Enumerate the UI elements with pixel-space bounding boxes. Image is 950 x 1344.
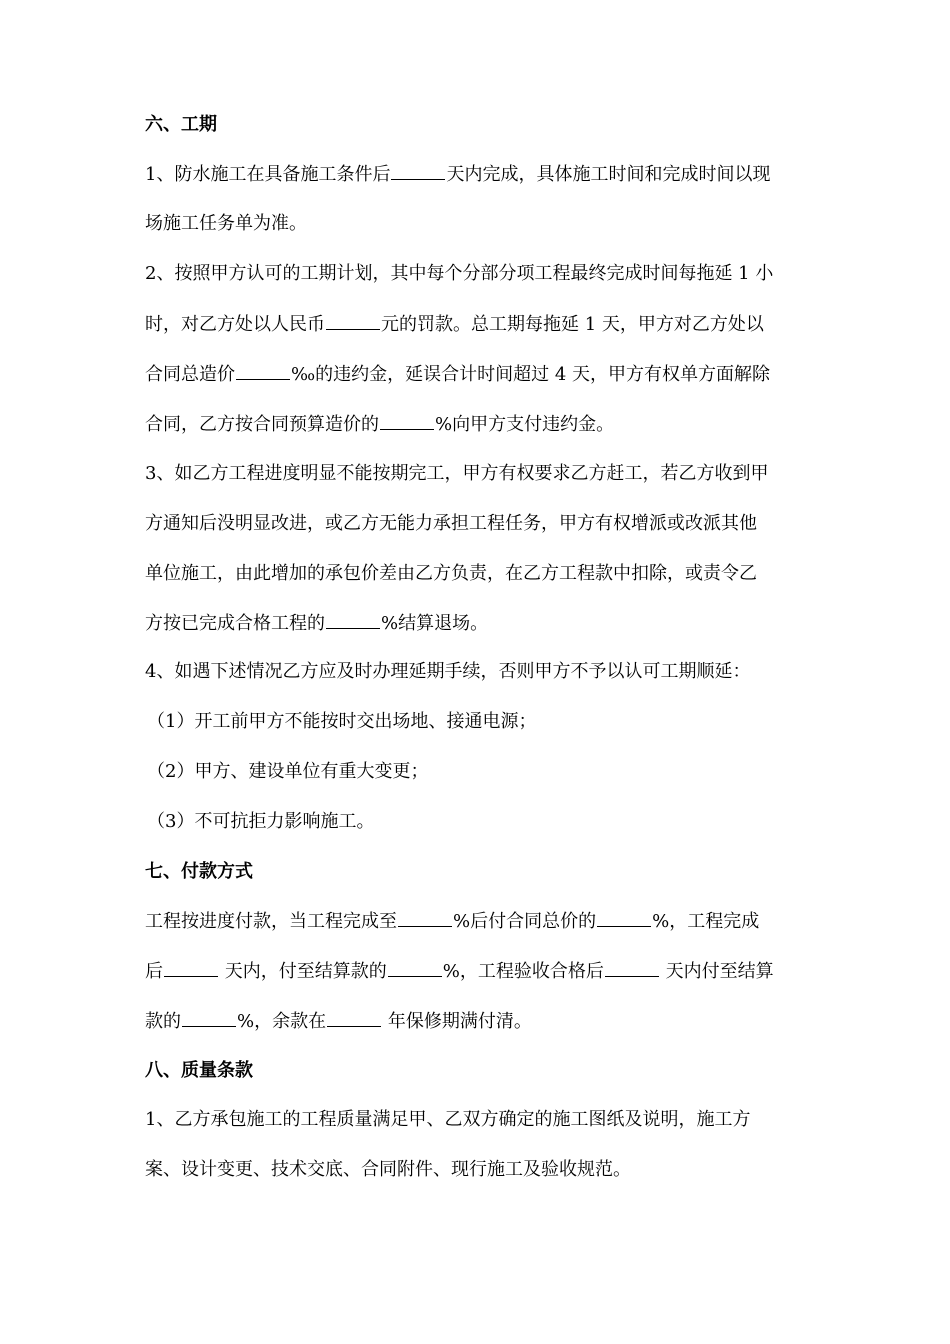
text-segment: %，工程完成 xyxy=(652,911,760,932)
section-heading-quality: 八、质量条款 xyxy=(145,1060,253,1081)
paragraph-line xyxy=(145,1158,631,1182)
text-segment: 后 xyxy=(145,961,163,982)
text-segment: 案、设计变更、技术交底、合同附件、现行施工及验收规范。 xyxy=(145,1159,631,1180)
text-segment: 天内付至结算 xyxy=(659,961,774,982)
paragraph-line xyxy=(145,909,759,934)
fill-blank xyxy=(326,611,380,629)
paragraph-line xyxy=(145,162,770,187)
text-segment: 元的罚款。总工期每拖延 1 天，甲方对乙方处以 xyxy=(381,314,764,335)
text-segment: %，余款在 xyxy=(237,1011,327,1032)
text-segment: 3、如乙方工程进度明显不能按期完工，甲方有权要求乙方赶工，若乙方收到甲 xyxy=(145,463,769,484)
text-segment: %结算退场。 xyxy=(381,613,489,634)
fill-blank xyxy=(391,162,445,180)
paragraph-line xyxy=(145,312,764,337)
text-segment: 单位施工，由此增加的承包价差由乙方负责，在乙方工程款中扣除，或责令乙 xyxy=(145,563,757,584)
list-item xyxy=(147,760,428,784)
paragraph-line xyxy=(145,959,774,984)
fill-blank xyxy=(164,959,218,977)
paragraph-line xyxy=(145,262,773,286)
text-segment: %后付合同总价的 xyxy=(453,911,597,932)
fill-blank xyxy=(398,909,452,927)
text-segment: 时，对乙方处以人民币 xyxy=(145,314,325,335)
text-segment: 年保修期满付清。 xyxy=(382,1011,532,1032)
fill-blank xyxy=(597,909,651,927)
paragraph-line xyxy=(145,512,757,536)
fill-blank xyxy=(327,1009,381,1027)
paragraph-line xyxy=(145,660,750,684)
list-item xyxy=(147,710,536,734)
text-segment: 方按已完成合格工程的 xyxy=(145,613,325,634)
text-segment: 合同，乙方按合同预算造价的 xyxy=(145,414,379,435)
text-segment: 2、按照甲方认可的工期计划，其中每个分部分项工程最终完成时间每拖延 1 小 xyxy=(145,263,774,284)
fill-blank xyxy=(182,1009,236,1027)
text-segment: 方通知后没明显改进，或乙方无能力承担工程任务，甲方有权增派或改派其他 xyxy=(145,513,757,534)
fill-blank xyxy=(326,312,380,330)
text-segment: 1、防水施工在具备施工条件后 xyxy=(145,164,391,185)
paragraph-line xyxy=(145,462,768,486)
text-segment: %，工程验收合格后 xyxy=(442,961,604,982)
fill-blank xyxy=(388,959,442,977)
section-heading-payment: 七、付款方式 xyxy=(145,861,253,882)
text-segment: 4、如遇下述情况乙方应及时办理延期手续，否则甲方不予以认可工期顺延： xyxy=(145,661,751,682)
paragraph-line xyxy=(145,1009,532,1034)
text-segment: ‰的违约金，延误合计时间超过 4 天，甲方有权单方面解除 xyxy=(291,364,771,385)
text-segment: 天内完成，具体施工时间和完成时间以现 xyxy=(446,164,771,185)
text-segment: 1、乙方承包施工的工程质量满足甲、乙双方确定的施工图纸及说明，施工方 xyxy=(145,1109,751,1130)
paragraph-line xyxy=(145,412,614,437)
text-segment: %向甲方支付违约金。 xyxy=(435,414,615,435)
text-segment: 款的 xyxy=(145,1011,181,1032)
list-item xyxy=(147,810,374,834)
paragraph-line xyxy=(145,1108,750,1132)
paragraph-line xyxy=(145,611,488,636)
text-segment: 天内，付至结算款的 xyxy=(219,961,387,982)
section-heading-schedule: 六、工期 xyxy=(145,114,217,135)
text-segment: （2）甲方、建设单位有重大变更； xyxy=(147,761,429,782)
paragraph-line xyxy=(145,212,307,236)
fill-blank xyxy=(605,959,659,977)
fill-blank xyxy=(236,362,290,380)
text-segment: （3）不可抗拒力影响施工。 xyxy=(147,811,375,832)
fill-blank xyxy=(380,412,434,430)
text-segment: 合同总造价 xyxy=(145,364,235,385)
text-segment: （1）开工前甲方不能按时交出场地、接通电源； xyxy=(147,711,537,732)
text-segment: 场施工任务单为准。 xyxy=(145,213,307,234)
text-segment: 工程按进度付款，当工程完成至 xyxy=(145,911,397,932)
paragraph-line xyxy=(145,362,770,387)
paragraph-line xyxy=(145,562,757,586)
